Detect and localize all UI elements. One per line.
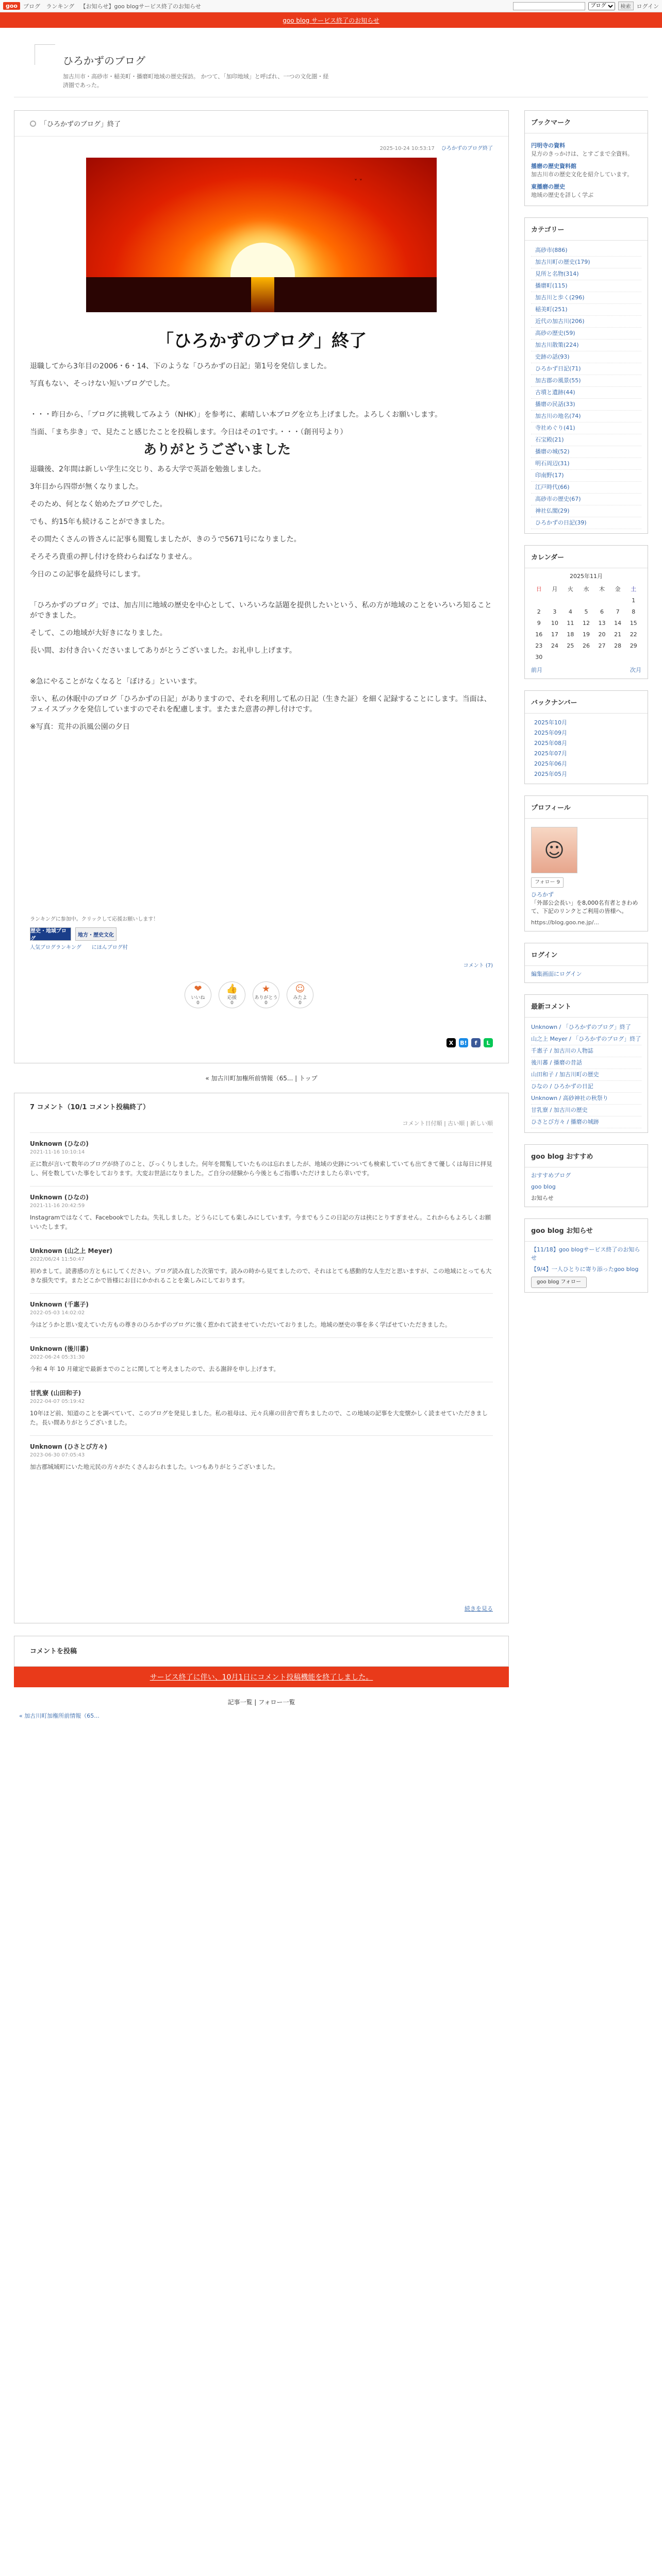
header-frame-decoration: [35, 44, 55, 65]
entry-body: [30, 361, 493, 732]
entry-header: [14, 111, 508, 137]
calendar-day: 7: [616, 608, 620, 615]
calendar-title: カレンダー: [525, 546, 648, 568]
comment-closed-banner[interactable]: [14, 1667, 509, 1687]
calendar-day: [594, 595, 610, 606]
reaction-count: 0: [264, 1000, 268, 1006]
comment-text: 加古郡城域町にいた地元民の方々がたくさんおられました。いつもありがとうございました。: [30, 1463, 279, 1470]
reaction-label: 応援: [227, 995, 237, 1001]
reaction-seen-button[interactable]: [287, 981, 313, 1008]
calendar-day: [610, 652, 626, 663]
reaction-count: 0: [230, 1000, 234, 1006]
calendar-weekday: 日: [536, 586, 542, 592]
calendar-day: 16: [535, 631, 543, 638]
recent-comment-item[interactable]: 山之上 Meyer / 「ひろかずのブログ」終了: [531, 1033, 641, 1045]
calendar-table: [531, 584, 641, 663]
calendar-day: 8: [632, 608, 636, 615]
category-item[interactable]: 石宝殿(21): [531, 434, 641, 446]
calendar-day: 27: [598, 642, 606, 649]
recent-comment-item[interactable]: Unknown / 「ひろかずのブログ」終了: [531, 1022, 641, 1033]
entry-photo-caption: ※写真：荒井の浜風公園の夕日: [30, 723, 130, 731]
calendar-day: 9: [537, 620, 541, 626]
recent-comment-item[interactable]: 千惠子 / 加古川の人物誌: [531, 1045, 641, 1057]
heart-icon: ❤: [194, 983, 202, 994]
comment-post-title: コメントを投稿: [30, 1648, 77, 1655]
calendar-day: 23: [535, 642, 543, 649]
profile-url: https://blog.goo.ne.jp/...: [531, 919, 599, 926]
category-item[interactable]: 印南野(17): [531, 470, 641, 482]
entry-paragraph: 「ひろかずのブログ」では、加古川に地域の歴史を中心として、いろいろな話題を提供したいという、私の方が地域のことをいろいろ知ることができました。: [30, 601, 492, 620]
goo-news-item[interactable]: 【11/18】goo blogサービス終了のお知らせ: [531, 1246, 640, 1261]
smile-icon: ☺: [295, 983, 305, 994]
calendar-day: 5: [584, 608, 588, 615]
comments-section: [14, 1093, 509, 1623]
recent-comments-list: [525, 1018, 648, 1132]
calendar-day: [547, 652, 563, 663]
blog-description: 加古川市・高砂市・稲美町・播磨町地域の歴史探訪。 かつて、「加印地域」と呼ばれ、一つの文化圏・経済圏であった。: [63, 73, 329, 89]
entry-category-link[interactable]: ひろかずのブログ終了: [441, 146, 493, 151]
recent-comment-item[interactable]: 山田和子 / 加古川町の歴史: [531, 1069, 641, 1081]
thumb-icon: 👍: [226, 983, 238, 994]
calendar-day: 17: [551, 631, 558, 638]
goo-news-item[interactable]: 【9/4】一人ひとりに寄り添ったgoo blog: [531, 1266, 639, 1273]
login-edit-link[interactable]: 編集画面にログイン: [531, 971, 582, 977]
entry-paragraph: そろそろ貴重の押し付けを終わらねばなりません。: [30, 553, 196, 561]
comments-more-link[interactable]: 続きを見る: [465, 1605, 493, 1612]
service-end-link[interactable]: goo blog サービス終了のお知らせ: [283, 16, 379, 24]
topbar-link-ranking[interactable]: ランキング: [46, 3, 75, 10]
recent-comment-item[interactable]: ひさとび方々 / 播磨の城跡: [531, 1116, 641, 1128]
recent-entry-link[interactable]: [14, 1711, 509, 1720]
bookmark-link[interactable]: 東播磨の歴史: [531, 183, 565, 190]
bookmark-title: ブックマーク: [525, 111, 648, 133]
category-item[interactable]: 加古郡の風景(55): [531, 375, 641, 387]
calendar-day: 6: [600, 608, 604, 615]
profile-box: [524, 795, 648, 931]
category-item[interactable]: 高砂市の歴史(67): [531, 494, 641, 505]
calendar-day: 15: [630, 620, 637, 626]
category-item[interactable]: 播磨の民話(33): [531, 399, 641, 411]
entry-paragraph: 写真もない、そっけない短いブログでした。: [30, 380, 174, 388]
comment-date: 2021-11-16 20:42:59: [30, 1203, 85, 1209]
backnumber-item[interactable]: 2025年09月: [534, 730, 567, 736]
ranking-link-village[interactable]: にほんブログ村: [91, 945, 128, 951]
calendar-weekday: 月: [552, 586, 558, 592]
calendar-month: 2025年11月: [570, 573, 603, 580]
goo-recommend-box: [524, 1144, 648, 1207]
profile-title: プロフィール: [525, 796, 648, 819]
login-box: [524, 943, 648, 983]
comment-item: [30, 1382, 493, 1435]
entry-paragraph: 3年目から四帯が無くなりました。: [30, 483, 143, 491]
backnumber-item[interactable]: 2025年06月: [534, 760, 567, 767]
goo-logo[interactable]: goo: [3, 2, 20, 10]
reaction-thanks-button[interactable]: [253, 981, 279, 1008]
recent-comment-item[interactable]: 後川蕃 / 播磨の昔話: [531, 1057, 641, 1069]
ranking-badge-region[interactable]: 地方・歴史文化: [75, 927, 117, 941]
sidebar: [524, 110, 648, 1304]
comment-author: 甘乳寮 (山田和子): [30, 1389, 81, 1397]
category-item[interactable]: 播磨町(115): [531, 280, 641, 292]
login-link[interactable]: ログイン: [636, 3, 659, 10]
reaction-label: みたよ: [293, 995, 307, 1001]
avatar[interactable]: ☺: [531, 827, 577, 873]
category-item[interactable]: 高砂市(886): [531, 245, 641, 257]
bookmark-box: [524, 110, 648, 206]
comment-date: 2022/06/24 11:50:47: [30, 1257, 85, 1262]
calendar-day: 26: [582, 642, 590, 649]
backnumber-item[interactable]: 2025年10月: [534, 719, 567, 726]
goo-recommend-link[interactable]: おすすめブログ: [531, 1172, 571, 1179]
share-hatena-icon[interactable]: B!: [459, 1038, 468, 1047]
backnumber-title: バックナンバー: [525, 691, 648, 714]
category-item[interactable]: 見所と名物(314): [531, 268, 641, 280]
topbar-link-notice[interactable]: 【お知らせ】goo blogサービス終了のお知らせ: [80, 3, 201, 10]
comments-header: [30, 1093, 493, 1119]
category-title: カテゴリー: [525, 218, 648, 241]
comments-title: 7 コメント（10/1 コメント投稿終了）: [30, 1103, 150, 1111]
goo-news-box: [524, 1218, 648, 1293]
entry-nav-links[interactable]: « 加古川町加権所前情報（65... | トップ: [205, 1075, 318, 1082]
entry-title: 「ひろかずのブログ」終了: [156, 331, 367, 351]
top-bar: [0, 0, 662, 12]
calendar-day: 19: [582, 631, 590, 638]
calendar-day: 1: [632, 597, 636, 604]
category-item[interactable]: 稲美町(251): [531, 304, 641, 316]
comment-count-link[interactable]: コメント (7): [463, 963, 493, 969]
entry-paragraph: 退職してから3年目の2006・6・14、下のような「ひろかずの日記」第1号を発信しました。: [30, 362, 332, 370]
backnumber-list: [525, 714, 648, 784]
comment-item: [30, 1337, 493, 1382]
ranking-area: [30, 914, 158, 951]
goo-blog-link[interactable]: goo blog: [531, 1183, 556, 1190]
category-box: [524, 217, 648, 534]
bookmark-desc: 加古川市の歴史文化を紹介しています。: [531, 171, 633, 178]
calendar-day: [578, 595, 594, 606]
calendar-day: 14: [614, 620, 622, 626]
calendar-day: 30: [535, 654, 543, 660]
comment-text: 正に数が言いて数年のブログが終了のこと、びっくりしました。何年を閲覧していたものは忘れましたが、地域の史跡についても検索していても出てきて優しくは毎日に拝見し、何を数していた事をしております。大変お世話になりました。ご自分の経験から今後ともご指導いただけましたら幸いです。: [30, 1160, 492, 1177]
recent-comment-item[interactable]: 甘乳寮 / 加古川の歴史: [531, 1105, 641, 1116]
entry-paragraph: 長い間、お付き合いくださいましてありがとうございました。お礼申し上げます。: [30, 647, 296, 655]
bookmark-desc: 地域の歴史を詳しく学ぶ: [531, 192, 593, 198]
calendar-day: 3: [553, 608, 557, 615]
category-item[interactable]: 史跡の話(93): [531, 351, 641, 363]
comment-closed-text[interactable]: サービス終了に伴い、10月1日にコメント投稿機能を終了しました。: [150, 1673, 373, 1682]
calendar-weekday: 土: [631, 586, 637, 592]
comment-post-box: [14, 1636, 509, 1667]
recent-entry-anchor[interactable]: « 加古川町加権所前情報（65...: [19, 1713, 100, 1719]
entry-paragraph: そして、この地域が大好きになりました。: [30, 629, 167, 637]
backnumber-box: [524, 690, 648, 784]
ranking-badge-history[interactable]: 歴史・地域ブログ: [30, 927, 71, 941]
entry-head-title[interactable]: 「ひろかずのブログ」終了: [40, 121, 121, 128]
category-item[interactable]: 加古川散策(224): [531, 340, 641, 351]
category-item[interactable]: ひろかず日記(71): [531, 363, 641, 375]
category-list: [525, 241, 648, 533]
recent-comments-box: [524, 994, 648, 1133]
category-item[interactable]: 寺社めぐり(41): [531, 422, 641, 434]
ranking-link-popular[interactable]: 人気ブログランキング: [30, 945, 81, 951]
comment-author: Unknown (ひなの): [30, 1140, 89, 1147]
category-item[interactable]: 播磨の城(52): [531, 446, 641, 458]
comments-sort-nav[interactable]: コメント日付順 | 古い順 | 新しい順: [402, 1120, 493, 1127]
search-input[interactable]: [513, 2, 585, 10]
calendar-day: 12: [582, 620, 590, 626]
calendar-weekday: 火: [567, 586, 573, 592]
main-column: [14, 110, 509, 1720]
comment-author: Unknown (千惠子): [30, 1301, 89, 1308]
comment-text: 10年ほど前、知道のことを調べていて、このブログを発見しました。私の祖母は、元々兵庫の田舎で育ちましたので、この地域の記事を大変懐かしく読ませていただきました。長い間ありがとうございました。: [30, 1410, 488, 1426]
entry-paragraph: でも、約15年も続けることができました。: [30, 518, 169, 526]
entry-paragraph: ※急にやることがなくなると「ぼける」といいます。: [30, 677, 202, 686]
comment-text: 今和 4 年 10 月確定で最新までのことに関してと考えましたので、去る謝辞を申し上げます。: [30, 1365, 279, 1372]
comment-author: Unknown (ひさとび方々): [30, 1443, 107, 1450]
bookmark-link[interactable]: 円明寺の資料: [531, 142, 565, 149]
calendar-day: 11: [567, 620, 574, 626]
calendar-day: [562, 652, 578, 663]
calendar-day: [578, 652, 594, 663]
calendar-day: 28: [614, 642, 622, 649]
category-item[interactable]: 明石周辺(31): [531, 458, 641, 470]
calendar-day: 25: [567, 642, 574, 649]
bookmark-link[interactable]: 播磨の歴史資料館: [531, 163, 576, 170]
calendar-day: 29: [630, 642, 637, 649]
entry-paragraph: 今日のこの記事を最終号にします。: [30, 570, 145, 579]
search-scope-select[interactable]: [588, 2, 615, 10]
calendar-day: 13: [598, 620, 606, 626]
entry-paragraph: 幸い、私の休眠中のブログ「ひろかずの日記」がありますので、それを利用して私の日記（生きた証）を細く記録することにします。当面は、フェイスブックを発信していますのでそれを配慮します。またまた意書の押し付けです。: [30, 695, 491, 714]
login-title: ログイン: [525, 943, 648, 966]
blog-header: [14, 28, 648, 97]
comment-date: 2023-06-30 07:05:43: [30, 1452, 85, 1458]
ranking-links: [30, 943, 158, 951]
comment-author: Unknown (ひなの): [30, 1194, 89, 1201]
comment-item: [30, 1186, 493, 1240]
ranking-badges: [30, 927, 158, 941]
bottom-nav[interactable]: 記事一覧 | フォロー一覧: [227, 1699, 295, 1706]
backnumber-item[interactable]: 2025年07月: [534, 750, 567, 757]
page-wrapper: [14, 28, 648, 1719]
calendar-day: 21: [614, 631, 622, 638]
backnumber-item[interactable]: 2025年08月: [534, 740, 567, 747]
reaction-cheer-button[interactable]: [219, 981, 245, 1008]
calendar-prev-link[interactable]: 前月: [531, 667, 542, 673]
entry-paragraph: 当面、「まち歩き」で、見たこと感じたことを投稿します。今日はその1です。・・・（創刊号より）: [30, 428, 347, 436]
category-item[interactable]: 加古川町の歴史(179): [531, 257, 641, 268]
profile-name[interactable]: ひろかず: [531, 891, 554, 898]
sunset-photo: [86, 158, 437, 312]
calendar-weekday: 金: [615, 586, 621, 592]
category-item[interactable]: ひろかずの日記(39): [531, 517, 641, 529]
recent-comment-item[interactable]: ひなの / ひろかずの日記: [531, 1081, 641, 1093]
comment-author: Unknown (山之上 Meyer): [30, 1247, 112, 1255]
entry-paragraph: ・・・昨日から、「ブログに挑戦してみよう（NHK）」を参考に、素晴しい本ブログを立ち上げました。よろしくお願いします。: [30, 411, 442, 419]
reaction-like-button[interactable]: [185, 981, 211, 1008]
share-line-icon[interactable]: L: [484, 1038, 493, 1047]
blog-title[interactable]: ひろかずのブログ: [63, 55, 145, 67]
calendar-day: 24: [551, 642, 558, 649]
calendar-day: 2: [537, 608, 541, 615]
calendar-day: 22: [630, 631, 637, 638]
topbar-link-blog[interactable]: ブログ: [23, 3, 40, 10]
calendar-day: [531, 595, 547, 606]
calendar-day: 18: [567, 631, 574, 638]
calendar-day: 10: [551, 620, 558, 626]
comment-item: [30, 1240, 493, 1293]
backnumber-item[interactable]: 2025年05月: [534, 771, 567, 777]
comment-date: 2022-06-24 05:31:30: [30, 1354, 85, 1360]
calendar-day: [547, 595, 563, 606]
entry-meta: [30, 144, 493, 151]
category-item[interactable]: 高砂の歴史(59): [531, 328, 641, 340]
share-buttons: [446, 1038, 493, 1047]
birds-icon: ˅ ˅: [354, 178, 362, 185]
category-item[interactable]: 加古川と歩く(296): [531, 292, 641, 304]
comment-date: 2021-11-16 10:10:14: [30, 1149, 85, 1155]
follow-button[interactable]: フォロー 9: [531, 877, 564, 888]
comment-text: Instagramではなくて、Facebookでしたね。失礼しました。どうらにしても楽しみにしています。今までもうこの日記の方は挟にとりすぎません。これからもよろしくお願いいたします。: [30, 1214, 491, 1230]
entry-date: 2025-10-24 10:53:17: [379, 146, 435, 151]
reaction-count: 0: [299, 1000, 302, 1006]
share-facebook-icon[interactable]: f: [471, 1038, 481, 1047]
reaction-count: 0: [196, 1000, 200, 1006]
calendar-day: 4: [568, 608, 572, 615]
recent-comment-item[interactable]: Unknown / 高砂神社の秋祭り: [531, 1093, 641, 1105]
calendar-day: [625, 652, 641, 663]
ranking-text: ランキングに参加中。クリックして応援お願いします！: [30, 917, 159, 922]
comment-date: 2022-05-03 14:02:02: [30, 1310, 85, 1316]
category-item[interactable]: 古墳と遺跡(44): [531, 387, 641, 399]
comment-text: 今はどうかと思い変えていた方もの尊きのひろかずのブログに強く惹かれて読ませていただいておりました。地域の歴史の事を多く学ばせていただきました。: [30, 1321, 451, 1328]
entry-paragraph: その間たくさんの皆さんに記事も閲覧しましたが、きのうで5671号になりました。: [30, 535, 301, 544]
goo-follow-button[interactable]: goo blog フォロー: [531, 1277, 587, 1288]
comment-item: [30, 1293, 493, 1337]
reaction-buttons: [185, 981, 313, 1008]
share-x-icon[interactable]: X: [446, 1038, 456, 1047]
goo-news-title: goo blog お知らせ: [525, 1219, 648, 1242]
bookmark-desc: 見方のきっかけは、とすごまで全資料。: [531, 150, 633, 157]
category-item[interactable]: 加古川の地名(74): [531, 411, 641, 422]
category-item[interactable]: 江戸時代(66): [531, 482, 641, 494]
reaction-label: ありがとう: [254, 995, 278, 1001]
service-end-banner[interactable]: [0, 12, 662, 28]
calendar-day: [562, 595, 578, 606]
search-button[interactable]: 検索: [618, 2, 634, 10]
calendar-weekday: 水: [583, 586, 589, 592]
calendar-day: 20: [598, 631, 606, 638]
comment-author: Unknown (後川蕃): [30, 1345, 89, 1352]
goo-recommend-title: goo blog おすすめ: [525, 1145, 648, 1167]
calendar-day: [594, 652, 610, 663]
star-icon: ★: [261, 983, 271, 994]
category-item[interactable]: 近代の加古川(206): [531, 316, 641, 328]
calendar-next-link[interactable]: 次月: [630, 667, 641, 673]
comment-text: 初めまして。読書感の方ともにしてください。ブログ読み直した次第です。読みの時から見てましたので、それはとても感動的な人生だと思いますが、この地域にとっても大きな損失です。またどこかで皆様にお目にかかれることを楽しみにしております。: [30, 1267, 492, 1284]
calendar-weekday: 木: [599, 586, 605, 592]
profile-text: 「外部公会長い」を8,000名有者ときわめて、下記のリンクとご利用の皆様へ。: [531, 900, 638, 914]
comment-item: [30, 1435, 493, 1480]
entry-paragraph: 退職後、2年間は新しい学生に交じり、ある大学で英語を勉強しました。: [30, 465, 266, 473]
comment-item: [30, 1132, 493, 1186]
sun-reflection: [251, 277, 274, 312]
comment-date: 2022-04-07 05:19:42: [30, 1399, 85, 1404]
calendar-day: [610, 595, 626, 606]
recent-comments-title: 最新コメント: [525, 995, 648, 1018]
entry-article: [14, 110, 509, 1063]
entry-mark-icon: [30, 121, 36, 127]
entry-thanks-heading: ありがとうございました: [143, 442, 291, 457]
calendar-box: [524, 545, 648, 679]
reaction-label: いいね: [191, 995, 205, 1001]
category-item[interactable]: 神社仏閣(29): [531, 505, 641, 517]
entry-paragraph: そのため、何となく始めたブログでした。: [30, 500, 167, 509]
goo-notice-text: お知らせ: [531, 1195, 554, 1201]
